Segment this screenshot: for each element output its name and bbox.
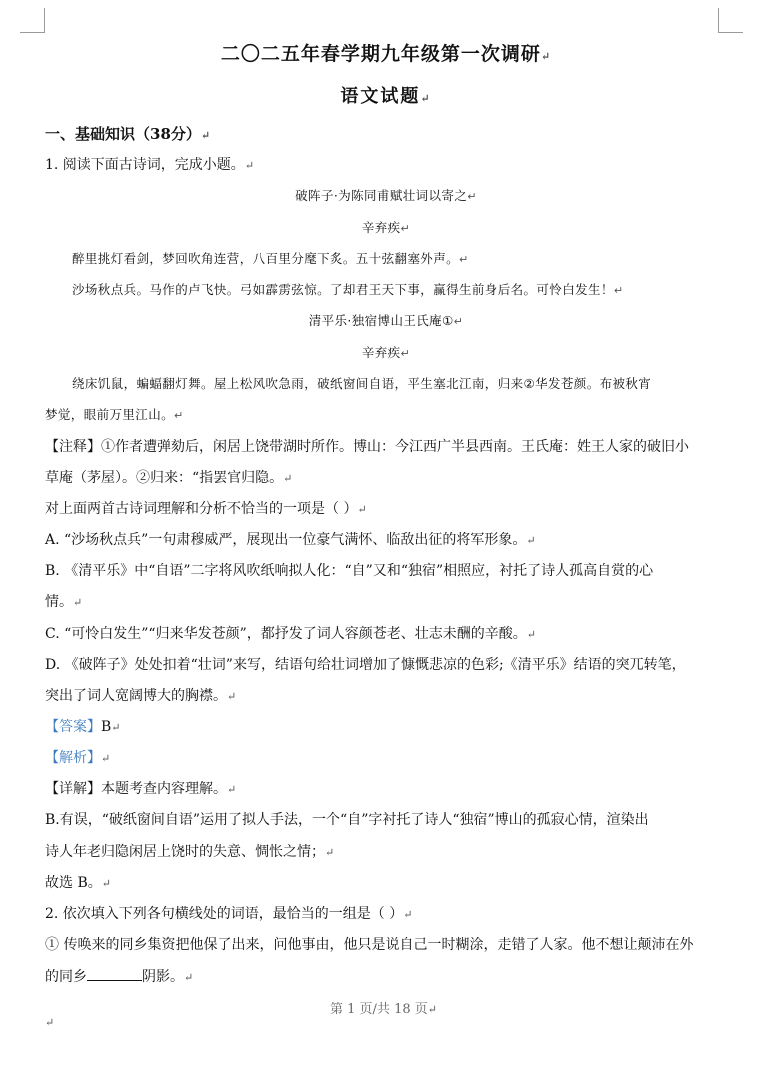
detail-line: 【详解】本题考查内容理解。↵ <box>45 781 237 797</box>
fill-blank <box>87 966 142 981</box>
document-title: 二〇二五年春学期九年级第一次调研↵ <box>220 43 552 65</box>
poem2-title: 清平乐·独宿博山王氏庵①↵ <box>308 313 464 328</box>
option-d: D. 《破阵子》处处扣着“壮词”来写，结语句给壮词增加了慷慨悲凉的色彩;《清平乐》结语的突兀转笔， <box>45 657 686 673</box>
paragraph-mark: ↵ <box>45 1016 55 1029</box>
option-b: B. 《清平乐》中“自语”二字将风吹纸响拟人化：“自”又和“独宿”相照应，衬托了诗人孤高自赏的心 <box>45 563 654 579</box>
poem2-author: 辛弃疾↵ <box>361 345 411 360</box>
poem2-line: 绕床饥鼠，蝙蝠翻灯舞。屋上松风吹急雨，破纸窗间自语，平生塞北江南，归来②华发苍颜。布被秋宵 <box>72 376 652 391</box>
option-d: 突出了词人宽阔博大的胸襟。↵ <box>45 688 237 704</box>
option-a: A. “沙场秋点兵”一句肃穆威严，展现出一位豪气满怀、临敌出征的将军形象。↵ <box>45 532 536 548</box>
answer-line: 【答案】B↵ <box>45 719 121 735</box>
note-text: 【注释】①作者遭弹劾后，闲居上饶带湖时所作。博山：今江西广半县西南。王氏庵：姓王人家的破旧小 <box>45 439 689 455</box>
explanation-text: B.有误，“破纸窗间自语”运用了拟人手法，一个“自”字衬托了诗人“独宿”博山的孤寂心情，渲染出 <box>45 812 649 828</box>
q2-item: 的同乡 阴影。↵ <box>45 966 727 988</box>
page-footer: 第 1 页/共 18 页↵ <box>330 1002 437 1017</box>
conclusion-text: 故选 B。↵ <box>45 875 111 891</box>
q2-item: ① 传唤来的同乡集资把他保了出来，问他事由，他只是说自己一时糊涂，走错了人家。他不想让颠沛在外 <box>45 937 694 953</box>
poem1-author: 辛弃疾↵ <box>361 220 411 235</box>
answer-value: B <box>101 719 112 735</box>
q2-prompt: 2. 依次填入下列各句横线处的词语，最恰当的一组是（ ）↵ <box>45 906 413 922</box>
section-heading: 一、基础知识（38分）↵ <box>45 125 211 143</box>
poem1-line: 醉里挑灯看剑，梦回吹角连营，八百里分麾下炙。五十弦翻塞外声。↵ <box>72 251 469 266</box>
option-c: C. “可怜白发生”“归来华发苍颜”，都抒发了词人容颜苍老、壮志未酬的辛酸。↵ <box>45 626 536 642</box>
analysis-line: 【解析】↵ <box>45 750 111 766</box>
poem1-title: 破阵子·为陈同甫赋壮词以寄之↵ <box>295 188 477 203</box>
document-subtitle: 语文试题↵ <box>340 86 432 107</box>
answer-label: 【答案】 <box>45 719 101 735</box>
crop-mark-top-left <box>20 8 45 33</box>
option-b: 情。↵ <box>45 594 83 610</box>
poem2-line: 梦觉，眼前万里江山。↵ <box>45 407 184 422</box>
analysis-label: 【解析】 <box>45 750 101 766</box>
explanation-text: 诗人年老归隐闲居上饶时的失意、惆怅之情；↵ <box>45 844 335 860</box>
crop-mark-top-right <box>718 8 743 33</box>
q1-question: 对上面两首古诗词理解和分析不恰当的一项是（ ）↵ <box>45 501 367 517</box>
q1-prompt: 1. 阅读下面古诗词，完成小题。↵ <box>45 157 255 173</box>
note-text: 草庵（茅屋）。②归来：“指罢官归隐。↵ <box>45 470 293 486</box>
poem1-line: 沙场秋点兵。马作的卢飞快。弓如霹雳弦惊。了却君王天下事，赢得生前身后名。可怜白发生！↵ <box>72 282 624 297</box>
